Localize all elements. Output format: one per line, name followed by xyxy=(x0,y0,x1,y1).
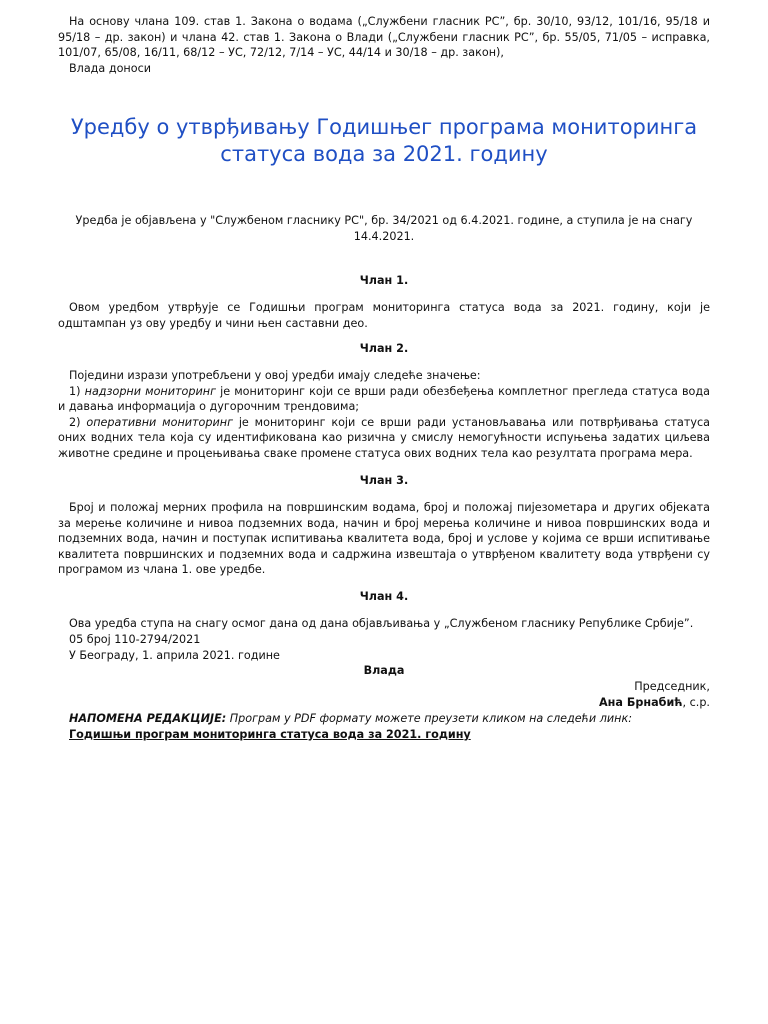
issuing-body: Влада xyxy=(363,664,405,678)
preamble-legal-basis: На основу члана 109. став 1. Закона о водама („Службени гласник РС”, бр. 30/10, 93/12, 101/16, 95/18 и 95/18 – др. закон) и члана 42. став 1. Закона о Влади („Службени гласник РС”, бр. 55/05, 71/05 – исправка, 101/07, 65/08, 16/11, 68/12 – УС, 72/12, 7/14 – УС, 44/14 и 30/18 – др. закон), xyxy=(58,15,710,60)
article-2-item-1 xyxy=(58,384,710,415)
editorial-note-label: НАПОМЕНА РЕДАКЦИЈЕ: xyxy=(69,712,227,726)
editorial-note xyxy=(58,711,710,727)
reference-number: 05 број 110-2794/2021 xyxy=(69,633,201,647)
article-4-heading: Члан 4. xyxy=(359,590,409,604)
article-1-text: Овом уредбом утврђује се Годишњи програм мониторинга статуса вода за 2021. годину, који је одштампан уз ову уредбу и чини њен саставни део. xyxy=(58,301,710,330)
document-title: Уредбу о утврђивању Годишњег програма мониторинга статуса вода за 2021. годину xyxy=(70,115,698,167)
article-1-heading: Члан 1. xyxy=(359,273,409,287)
preamble-government-adopts: Влада доноси xyxy=(69,61,151,75)
article-2-intro: Поједини изрази употребљени у овој уредби имају следеће значење: xyxy=(69,368,481,382)
president-signature xyxy=(58,695,710,711)
president-title: Председник, xyxy=(634,680,710,694)
item-2-term: оперативни мониторинг xyxy=(86,415,233,429)
article-4-text: Ова уредба ступа на снагу осмог дана од дана објављивања у „Службеном гласнику Републике Србије”. xyxy=(69,616,694,630)
place-and-date: У Београду, 1. априла 2021. године xyxy=(69,648,280,662)
article-2-item-2 xyxy=(58,415,710,462)
item-1-number: 1) xyxy=(69,384,81,398)
item-2-definition: је мониторинг који се врши ради установљавања или потврђивања статуса оних водних тела која су идентификована као ризична у смислу немогућности испуњења задатих циљева животне средине и процењивања сваке промене статуса ових водних тела као резултата програма мера. xyxy=(58,415,711,460)
president-name: Ана Брнабић xyxy=(599,695,683,709)
item-1-definition: је мониторинг који се врши ради обезбеђења комплетног прегледа статуса вода и давања информација о дугорочним трендовима; xyxy=(58,384,710,414)
article-3-text: Број и положај мерних профила на површинским водама, број и положај пијезометара и других објеката за мерење количине и нивоа подземних вода, начин и број мерења количине и нивоа површинских вода и подземних вода, начин и поступак испитивања квалитета вода, број и услове у којима се врши испитивање квалитета површинских и подземних вода и садржина извештаја о утврђеном квалитету вода утврђени су програмом из члана 1. ове уредбе. xyxy=(58,501,710,577)
document-page xyxy=(58,14,710,742)
president-suffix: , с.р. xyxy=(682,695,710,709)
publication-note: Уредба је објављена у "Службеном гласнику РС", бр. 34/2021 од 6.4.2021. године, а ступила је на снагу 14.4.2021. xyxy=(75,214,693,243)
editorial-note-text: Програм у PDF формату можете преузети кликом на следећи линк: xyxy=(226,712,632,726)
item-1-term: надзорни мониторинг xyxy=(84,384,216,398)
item-2-number: 2) xyxy=(69,415,81,429)
article-2-heading: Члан 2. xyxy=(359,342,409,356)
program-pdf-link[interactable]: Годишњи програм мониторинга статуса вода за 2021. годину xyxy=(69,727,471,741)
article-3-heading: Члан 3. xyxy=(359,473,409,487)
